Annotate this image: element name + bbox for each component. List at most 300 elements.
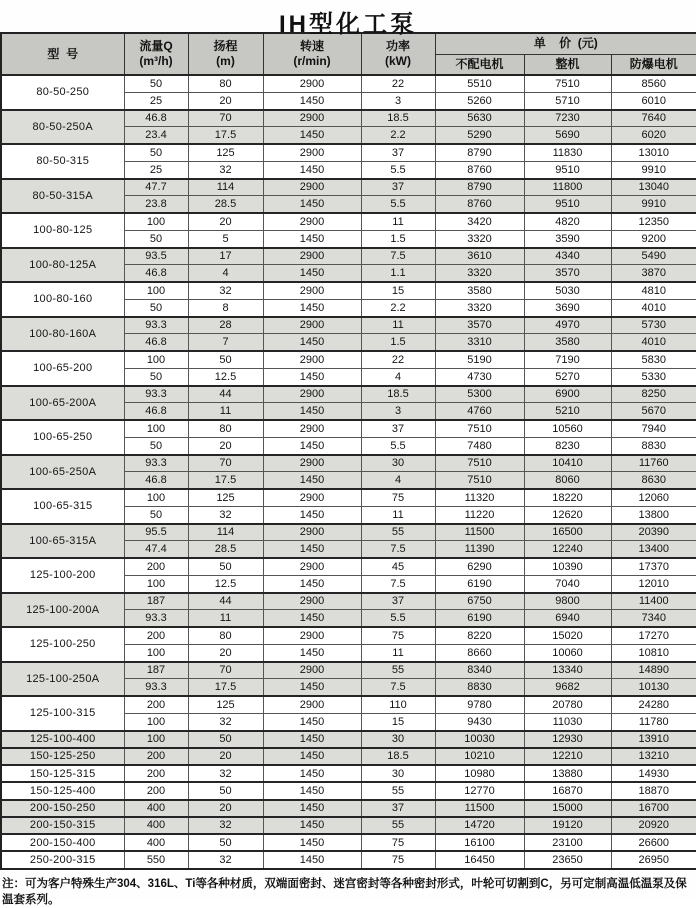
- spec-cell: 200: [124, 765, 188, 782]
- spec-cell: 14720: [435, 817, 524, 834]
- spec-cell: 6020: [611, 127, 696, 144]
- spec-cell: 200: [124, 558, 188, 575]
- model-cell: 150-125-250: [1, 748, 124, 765]
- spec-cell: 93.3: [124, 386, 188, 403]
- spec-cell: 5630: [435, 110, 524, 127]
- spec-cell: 5830: [611, 351, 696, 368]
- spec-cell: 44: [188, 386, 263, 403]
- spec-cell: 22: [361, 351, 435, 368]
- table-row: [1, 489, 696, 506]
- column-header-price-no-motor: 不配电机: [435, 54, 524, 75]
- spec-cell: 550: [124, 851, 188, 868]
- spec-cell: 11: [361, 506, 435, 523]
- table-row: [1, 282, 696, 299]
- spec-cell: 1450: [263, 92, 361, 109]
- spec-cell: 3: [361, 403, 435, 420]
- spec-cell: 7.5: [361, 679, 435, 696]
- spec-cell: 70: [188, 662, 263, 679]
- spec-cell: 7480: [435, 437, 524, 454]
- spec-cell: 8760: [435, 161, 524, 178]
- spec-cell: 6010: [611, 92, 696, 109]
- spec-cell: 13400: [611, 541, 696, 558]
- spec-cell: 17.5: [188, 679, 263, 696]
- spec-cell: 13910: [611, 731, 696, 748]
- model-cell: 80-50-250A: [1, 110, 124, 145]
- spec-cell: 11: [361, 213, 435, 230]
- spec-cell: 50: [124, 506, 188, 523]
- spec-cell: 50: [124, 437, 188, 454]
- spec-cell: 19120: [524, 817, 611, 834]
- spec-cell: 2.2: [361, 299, 435, 316]
- model-cell: 150-125-400: [1, 782, 124, 799]
- spec-cell: 50: [124, 144, 188, 161]
- spec-cell: 20: [188, 644, 263, 661]
- spec-cell: 3320: [435, 230, 524, 247]
- spec-cell: 1450: [263, 196, 361, 213]
- spec-cell: 80: [188, 627, 263, 644]
- spec-cell: 2900: [263, 351, 361, 368]
- spec-cell: 4820: [524, 213, 611, 230]
- spec-cell: 8630: [611, 472, 696, 489]
- spec-cell: 32: [188, 161, 263, 178]
- spec-cell: 5270: [524, 368, 611, 385]
- spec-cell: 10980: [435, 765, 524, 782]
- table-row: [1, 386, 696, 403]
- spec-cell: 1450: [263, 299, 361, 316]
- spec-cell: 1450: [263, 368, 361, 385]
- spec-cell: 8560: [611, 75, 696, 92]
- spec-cell: 4010: [611, 299, 696, 316]
- spec-cell: 110: [361, 696, 435, 713]
- column-header-price-explosion-proof: 防爆电机: [611, 54, 696, 75]
- spec-cell: 4: [188, 265, 263, 282]
- spec-cell: 10390: [524, 558, 611, 575]
- spec-cell: 75: [361, 851, 435, 868]
- spec-cell: 8220: [435, 627, 524, 644]
- spec-cell: 50: [124, 230, 188, 247]
- spec-cell: 93.3: [124, 317, 188, 334]
- spec-cell: 2900: [263, 317, 361, 334]
- spec-cell: 11400: [611, 593, 696, 610]
- spec-cell: 100: [124, 575, 188, 592]
- spec-cell: 9510: [524, 196, 611, 213]
- spec-cell: 16500: [524, 524, 611, 541]
- model-cell: 80-50-250: [1, 75, 124, 110]
- spec-cell: 20: [188, 213, 263, 230]
- spec-cell: 46.8: [124, 334, 188, 351]
- spec-cell: 11: [188, 403, 263, 420]
- spec-cell: 2900: [263, 179, 361, 196]
- spec-cell: 20920: [611, 817, 696, 834]
- spec-cell: 37: [361, 144, 435, 161]
- spec-cell: 4730: [435, 368, 524, 385]
- spec-cell: 11500: [435, 800, 524, 817]
- spec-cell: 55: [361, 662, 435, 679]
- table-row: [1, 593, 696, 610]
- spec-cell: 17.5: [188, 127, 263, 144]
- spec-cell: 100: [124, 351, 188, 368]
- spec-cell: 9200: [611, 230, 696, 247]
- table-row: [1, 558, 696, 575]
- spec-cell: 3320: [435, 265, 524, 282]
- spec-cell: 10810: [611, 644, 696, 661]
- model-cell: 200-150-315: [1, 817, 124, 834]
- spec-cell: 1450: [263, 679, 361, 696]
- column-header-head: 扬程 (m): [188, 33, 263, 75]
- spec-cell: 3: [361, 92, 435, 109]
- spec-cell: 22: [361, 75, 435, 92]
- spec-cell: 8250: [611, 386, 696, 403]
- spec-cell: 200: [124, 696, 188, 713]
- spec-cell: 14890: [611, 662, 696, 679]
- spec-cell: 50: [188, 834, 263, 851]
- spec-cell: 24280: [611, 696, 696, 713]
- spec-cell: 7510: [435, 472, 524, 489]
- spec-cell: 7.5: [361, 248, 435, 265]
- spec-cell: 37: [361, 179, 435, 196]
- model-cell: 125-100-400: [1, 731, 124, 748]
- spec-cell: 13040: [611, 179, 696, 196]
- spec-cell: 13800: [611, 506, 696, 523]
- spec-cell: 14930: [611, 765, 696, 782]
- spec-cell: 5330: [611, 368, 696, 385]
- spec-cell: 1.5: [361, 334, 435, 351]
- spec-cell: 100: [124, 213, 188, 230]
- spec-cell: 2900: [263, 110, 361, 127]
- spec-cell: 10030: [435, 731, 524, 748]
- spec-cell: 1450: [263, 800, 361, 817]
- spec-cell: 75: [361, 489, 435, 506]
- model-cell: 100-80-160A: [1, 317, 124, 352]
- spec-cell: 1450: [263, 713, 361, 730]
- spec-cell: 1450: [263, 731, 361, 748]
- spec-cell: 11780: [611, 713, 696, 730]
- spec-cell: 1450: [263, 644, 361, 661]
- spec-cell: 23.8: [124, 196, 188, 213]
- spec-cell: 44: [188, 593, 263, 610]
- model-cell: 200-150-250: [1, 800, 124, 817]
- spec-cell: 8230: [524, 437, 611, 454]
- spec-cell: 32: [188, 851, 263, 868]
- spec-cell: 16700: [611, 800, 696, 817]
- spec-cell: 47.7: [124, 179, 188, 196]
- spec-cell: 55: [361, 524, 435, 541]
- spec-cell: 2900: [263, 455, 361, 472]
- spec-cell: 5730: [611, 317, 696, 334]
- spec-cell: 23100: [524, 834, 611, 851]
- spec-cell: 4810: [611, 282, 696, 299]
- spec-cell: 18.5: [361, 748, 435, 765]
- spec-cell: 5030: [524, 282, 611, 299]
- spec-cell: 2900: [263, 420, 361, 437]
- spec-cell: 32: [188, 506, 263, 523]
- column-header-flow: 流量Q (m³/h): [124, 33, 188, 75]
- spec-cell: 5: [188, 230, 263, 247]
- spec-cell: 5690: [524, 127, 611, 144]
- spec-cell: 1450: [263, 403, 361, 420]
- spec-cell: 2900: [263, 386, 361, 403]
- spec-cell: 3580: [524, 334, 611, 351]
- spec-cell: 8: [188, 299, 263, 316]
- spec-cell: 11500: [435, 524, 524, 541]
- spec-cell: 50: [124, 299, 188, 316]
- spec-cell: 5670: [611, 403, 696, 420]
- spec-cell: 2900: [263, 524, 361, 541]
- spec-cell: 5490: [611, 248, 696, 265]
- spec-cell: 16450: [435, 851, 524, 868]
- spec-cell: 187: [124, 593, 188, 610]
- table-row: [1, 834, 696, 851]
- pump-price-table: [0, 32, 696, 870]
- spec-cell: 1450: [263, 817, 361, 834]
- model-cell: 250-200-315: [1, 851, 124, 868]
- spec-cell: 10560: [524, 420, 611, 437]
- table-row: [1, 731, 696, 748]
- spec-cell: 32: [188, 282, 263, 299]
- spec-cell: 28.5: [188, 196, 263, 213]
- spec-cell: 50: [124, 75, 188, 92]
- spec-cell: 93.5: [124, 248, 188, 265]
- table-row: [1, 351, 696, 368]
- spec-cell: 13010: [611, 144, 696, 161]
- spec-cell: 16100: [435, 834, 524, 851]
- spec-cell: 2.2: [361, 127, 435, 144]
- spec-cell: 4010: [611, 334, 696, 351]
- spec-cell: 7230: [524, 110, 611, 127]
- model-cell: 125-100-250: [1, 627, 124, 662]
- spec-cell: 100: [124, 731, 188, 748]
- spec-cell: 37: [361, 593, 435, 610]
- table-row: [1, 524, 696, 541]
- spec-cell: 18.5: [361, 386, 435, 403]
- spec-cell: 23650: [524, 851, 611, 868]
- spec-cell: 3320: [435, 299, 524, 316]
- spec-cell: 75: [361, 627, 435, 644]
- spec-cell: 1450: [263, 334, 361, 351]
- spec-cell: 26600: [611, 834, 696, 851]
- spec-cell: 2900: [263, 593, 361, 610]
- model-cell: 200-150-400: [1, 834, 124, 851]
- spec-cell: 18870: [611, 782, 696, 799]
- spec-cell: 4: [361, 472, 435, 489]
- spec-cell: 28.5: [188, 541, 263, 558]
- spec-cell: 8340: [435, 662, 524, 679]
- spec-cell: 2900: [263, 627, 361, 644]
- model-cell: 80-50-315: [1, 144, 124, 179]
- spec-cell: 50: [188, 351, 263, 368]
- spec-cell: 11: [361, 317, 435, 334]
- spec-cell: 30: [361, 731, 435, 748]
- spec-cell: 9800: [524, 593, 611, 610]
- spec-cell: 12620: [524, 506, 611, 523]
- spec-cell: 80: [188, 420, 263, 437]
- table-row: [1, 696, 696, 713]
- footnote: 注：可为客户特殊生产304、316L、Ti等各种材质，双端面密封、迷宫密封等各种密封形式，叶轮可切割到C，另可定制高温低温泵及保温套系列。: [2, 877, 687, 906]
- spec-cell: 1450: [263, 506, 361, 523]
- spec-cell: 7940: [611, 420, 696, 437]
- table-row: [1, 75, 696, 92]
- spec-cell: 125: [188, 489, 263, 506]
- spec-cell: 3590: [524, 230, 611, 247]
- column-header-power: 功率 (kW): [361, 33, 435, 75]
- model-cell: 100-65-315A: [1, 524, 124, 559]
- spec-cell: 7510: [435, 420, 524, 437]
- model-cell: 150-125-315: [1, 765, 124, 782]
- spec-cell: 5510: [435, 75, 524, 92]
- spec-cell: 26950: [611, 851, 696, 868]
- model-cell: 100-80-160: [1, 282, 124, 317]
- table-row: [1, 627, 696, 644]
- spec-cell: 2900: [263, 558, 361, 575]
- spec-cell: 5190: [435, 351, 524, 368]
- spec-cell: 1.1: [361, 265, 435, 282]
- model-cell: 125-100-250A: [1, 662, 124, 697]
- spec-cell: 7.5: [361, 541, 435, 558]
- spec-cell: 125: [188, 144, 263, 161]
- spec-cell: 6940: [524, 610, 611, 627]
- model-cell: 100-65-200: [1, 351, 124, 386]
- spec-cell: 32: [188, 713, 263, 730]
- spec-cell: 7.5: [361, 575, 435, 592]
- spec-cell: 15020: [524, 627, 611, 644]
- spec-cell: 7510: [524, 75, 611, 92]
- spec-cell: 2900: [263, 248, 361, 265]
- spec-cell: 45: [361, 558, 435, 575]
- spec-cell: 30: [361, 455, 435, 472]
- spec-cell: 93.3: [124, 610, 188, 627]
- spec-cell: 1450: [263, 834, 361, 851]
- spec-cell: 9910: [611, 161, 696, 178]
- spec-cell: 15000: [524, 800, 611, 817]
- spec-cell: 11830: [524, 144, 611, 161]
- table-row: [1, 420, 696, 437]
- spec-cell: 12.5: [188, 575, 263, 592]
- model-cell: 125-100-200: [1, 558, 124, 593]
- spec-cell: 16870: [524, 782, 611, 799]
- spec-cell: 50: [188, 558, 263, 575]
- spec-cell: 11800: [524, 179, 611, 196]
- spec-cell: 10060: [524, 644, 611, 661]
- model-cell: 80-50-315A: [1, 179, 124, 214]
- spec-cell: 7190: [524, 351, 611, 368]
- spec-cell: 11390: [435, 541, 524, 558]
- spec-cell: 20: [188, 800, 263, 817]
- spec-cell: 12210: [524, 748, 611, 765]
- spec-cell: 13880: [524, 765, 611, 782]
- spec-cell: 11: [188, 610, 263, 627]
- spec-cell: 17: [188, 248, 263, 265]
- spec-cell: 1450: [263, 161, 361, 178]
- spec-cell: 70: [188, 110, 263, 127]
- spec-cell: 8760: [435, 196, 524, 213]
- spec-cell: 6900: [524, 386, 611, 403]
- model-cell: 100-65-200A: [1, 386, 124, 421]
- spec-cell: 23.4: [124, 127, 188, 144]
- spec-cell: 95.5: [124, 524, 188, 541]
- column-header-speed: 转速 (r/min): [263, 33, 361, 75]
- table-row: [1, 800, 696, 817]
- spec-cell: 3420: [435, 213, 524, 230]
- spec-cell: 3570: [524, 265, 611, 282]
- spec-cell: 7340: [611, 610, 696, 627]
- spec-cell: 2900: [263, 696, 361, 713]
- spec-cell: 11030: [524, 713, 611, 730]
- spec-cell: 200: [124, 782, 188, 799]
- spec-cell: 1450: [263, 265, 361, 282]
- table-row: [1, 782, 696, 799]
- spec-cell: 3570: [435, 317, 524, 334]
- spec-cell: 3870: [611, 265, 696, 282]
- spec-cell: 18.5: [361, 110, 435, 127]
- spec-cell: 8060: [524, 472, 611, 489]
- spec-cell: 50: [124, 368, 188, 385]
- column-header-model: 型 号: [1, 33, 124, 75]
- spec-cell: 11320: [435, 489, 524, 506]
- column-header-price-group: 单 价 (元): [435, 33, 696, 54]
- spec-cell: 1450: [263, 782, 361, 799]
- spec-cell: 1450: [263, 230, 361, 247]
- spec-cell: 4: [361, 368, 435, 385]
- spec-cell: 12060: [611, 489, 696, 506]
- table-row: [1, 662, 696, 679]
- spec-cell: 200: [124, 748, 188, 765]
- spec-cell: 5.5: [361, 437, 435, 454]
- spec-cell: 10130: [611, 679, 696, 696]
- spec-cell: 15: [361, 282, 435, 299]
- spec-cell: 7040: [524, 575, 611, 592]
- spec-cell: 46.8: [124, 472, 188, 489]
- spec-cell: 1450: [263, 437, 361, 454]
- spec-cell: 8660: [435, 644, 524, 661]
- spec-cell: 20390: [611, 524, 696, 541]
- spec-cell: 13210: [611, 748, 696, 765]
- spec-cell: 1450: [263, 851, 361, 868]
- spec-cell: 8790: [435, 144, 524, 161]
- spec-cell: 6750: [435, 593, 524, 610]
- spec-cell: 9910: [611, 196, 696, 213]
- spec-cell: 114: [188, 524, 263, 541]
- table-row: [1, 317, 696, 334]
- spec-cell: 5.5: [361, 196, 435, 213]
- spec-cell: 100: [124, 644, 188, 661]
- spec-cell: 47.4: [124, 541, 188, 558]
- spec-cell: 8830: [611, 437, 696, 454]
- spec-cell: 187: [124, 662, 188, 679]
- spec-cell: 9780: [435, 696, 524, 713]
- spec-cell: 70: [188, 455, 263, 472]
- pump-table-body: [1, 75, 696, 869]
- spec-cell: 1450: [263, 765, 361, 782]
- spec-cell: 25: [124, 161, 188, 178]
- spec-cell: 5210: [524, 403, 611, 420]
- table-row: [1, 748, 696, 765]
- spec-cell: 2900: [263, 282, 361, 299]
- table-row: [1, 765, 696, 782]
- spec-cell: 93.3: [124, 455, 188, 472]
- spec-cell: 55: [361, 782, 435, 799]
- column-header-price-complete: 整机: [524, 54, 611, 75]
- spec-cell: 1450: [263, 127, 361, 144]
- spec-cell: 6290: [435, 558, 524, 575]
- spec-cell: 20: [188, 748, 263, 765]
- spec-cell: 20780: [524, 696, 611, 713]
- spec-cell: 55: [361, 817, 435, 834]
- spec-cell: 46.8: [124, 110, 188, 127]
- spec-cell: 1.5: [361, 230, 435, 247]
- spec-cell: 32: [188, 817, 263, 834]
- spec-cell: 17370: [611, 558, 696, 575]
- spec-cell: 5710: [524, 92, 611, 109]
